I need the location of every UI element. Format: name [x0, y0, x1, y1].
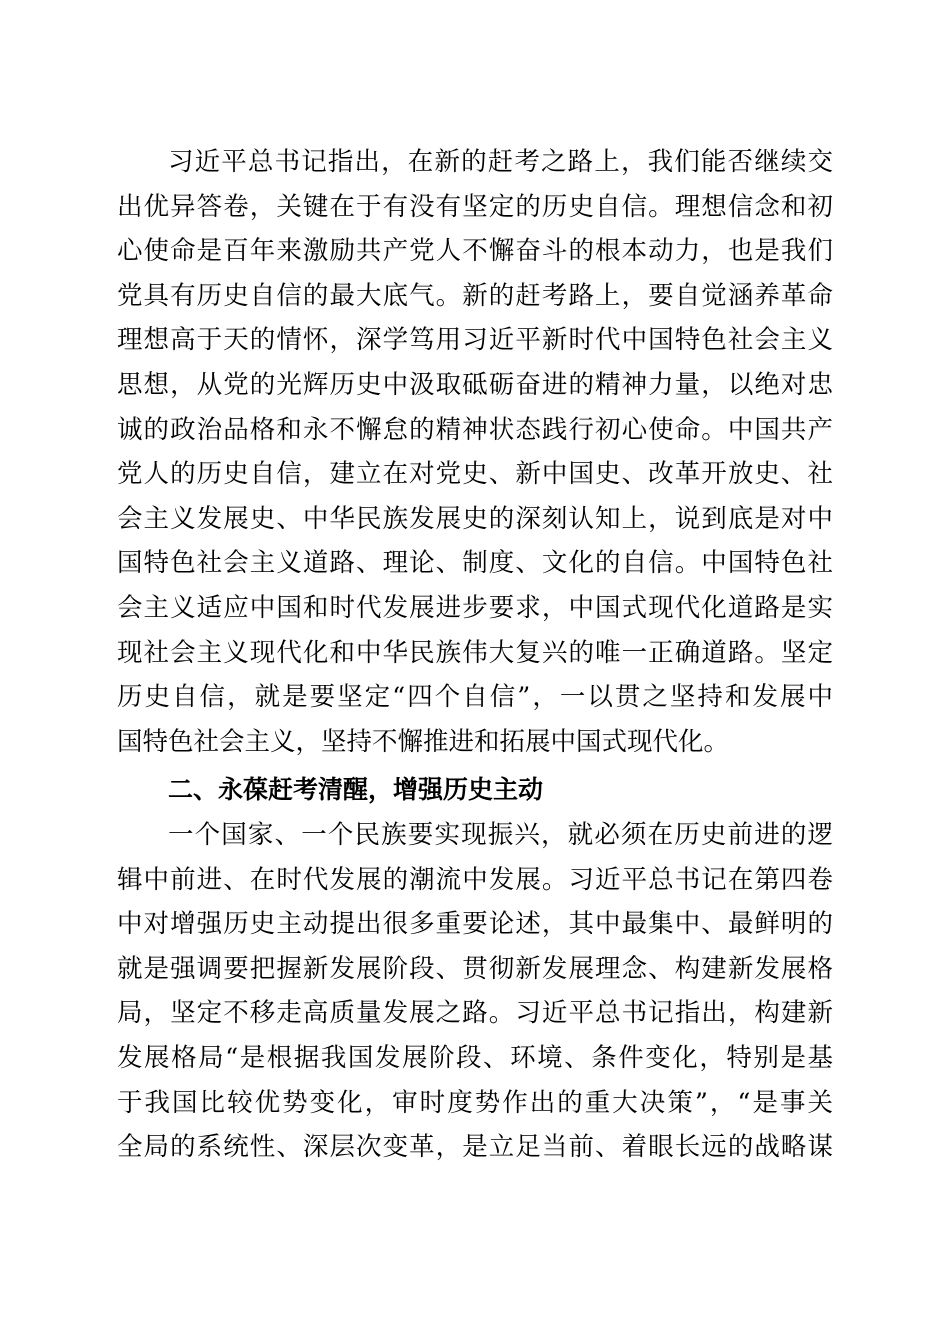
paragraph-line: 现社会主义现代化和中华民族伟大复兴的唯一正确道路。坚定: [117, 637, 833, 668]
paragraph-line: 理想高于天的情怀，深学笃用习近平新时代中国特色社会主义: [117, 325, 833, 356]
paragraph-line: 发展格局“是根据我国发展阶段、环境、条件变化，特别是基: [117, 1042, 833, 1073]
paragraph-line: 于我国比较优势变化，审时度势作出的重大决策”，“是事关: [117, 1087, 833, 1118]
paragraph-line: 局，坚定不移走高质量发展之路。习近平总书记指出，构建新: [117, 998, 833, 1029]
paragraph-line: 诚的政治品格和永不懈怠的精神状态践行初心使命。中国共产: [117, 414, 833, 445]
paragraph-line: 思想，从党的光辉历史中汲取砥砺奋进的精神力量，以绝对忠: [117, 369, 833, 400]
paragraph-line: 党人的历史自信，建立在对党史、新中国史、改革开放史、社: [117, 459, 833, 490]
paragraph-line: 国特色社会主义道路、理论、制度、文化的自信。中国特色社: [117, 548, 833, 579]
paragraph-line: 会主义发展史、中华民族发展史的深刻认知上，说到底是对中: [117, 503, 833, 534]
paragraph-line: 一个国家、一个民族要实现振兴，就必须在历史前进的逻: [168, 820, 833, 850]
paragraph-line: 国特色社会主义，坚持不懈推进和拓展中国式现代化。: [117, 726, 730, 757]
paragraph-line: 辑中前进、在时代发展的潮流中发展。习近平总书记在第四卷: [117, 864, 833, 895]
paragraph-line: 会主义适应中国和时代发展进步要求，中国式现代化道路是实: [117, 592, 833, 623]
paragraph-line: 党具有历史自信的最大底气。新的赶考路上，要自觉涵养革命: [117, 280, 833, 311]
paragraph-line: 全局的系统性、深层次变革，是立足当前、着眼长远的战略谋: [117, 1132, 833, 1163]
paragraph-line: 历史自信，就是要坚定“四个自信”，一以贯之坚持和发展中: [117, 682, 833, 713]
paragraph-line: 就是强调要把握新发展阶段、贯彻新发展理念、构建新发展格: [117, 953, 833, 984]
section-heading: 二、永葆赶考清醒，增强历史主动: [168, 775, 544, 804]
paragraph-line: 习近平总书记指出，在新的赶考之路上，我们能否继续交: [168, 147, 833, 177]
paragraph-line: 心使命是百年来激励共产党人不懈奋斗的根本动力，也是我们: [117, 236, 833, 267]
paragraph-line: 出优异答卷，关键在于有没有坚定的历史自信。理想信念和初: [117, 191, 833, 222]
paragraph-historical-initiative: [117, 813, 833, 1170]
paragraph-line: 中对增强历史主动提出很多重要论述，其中最集中、最鲜明的: [117, 909, 833, 940]
paragraph-historical-confidence: [117, 140, 833, 764]
